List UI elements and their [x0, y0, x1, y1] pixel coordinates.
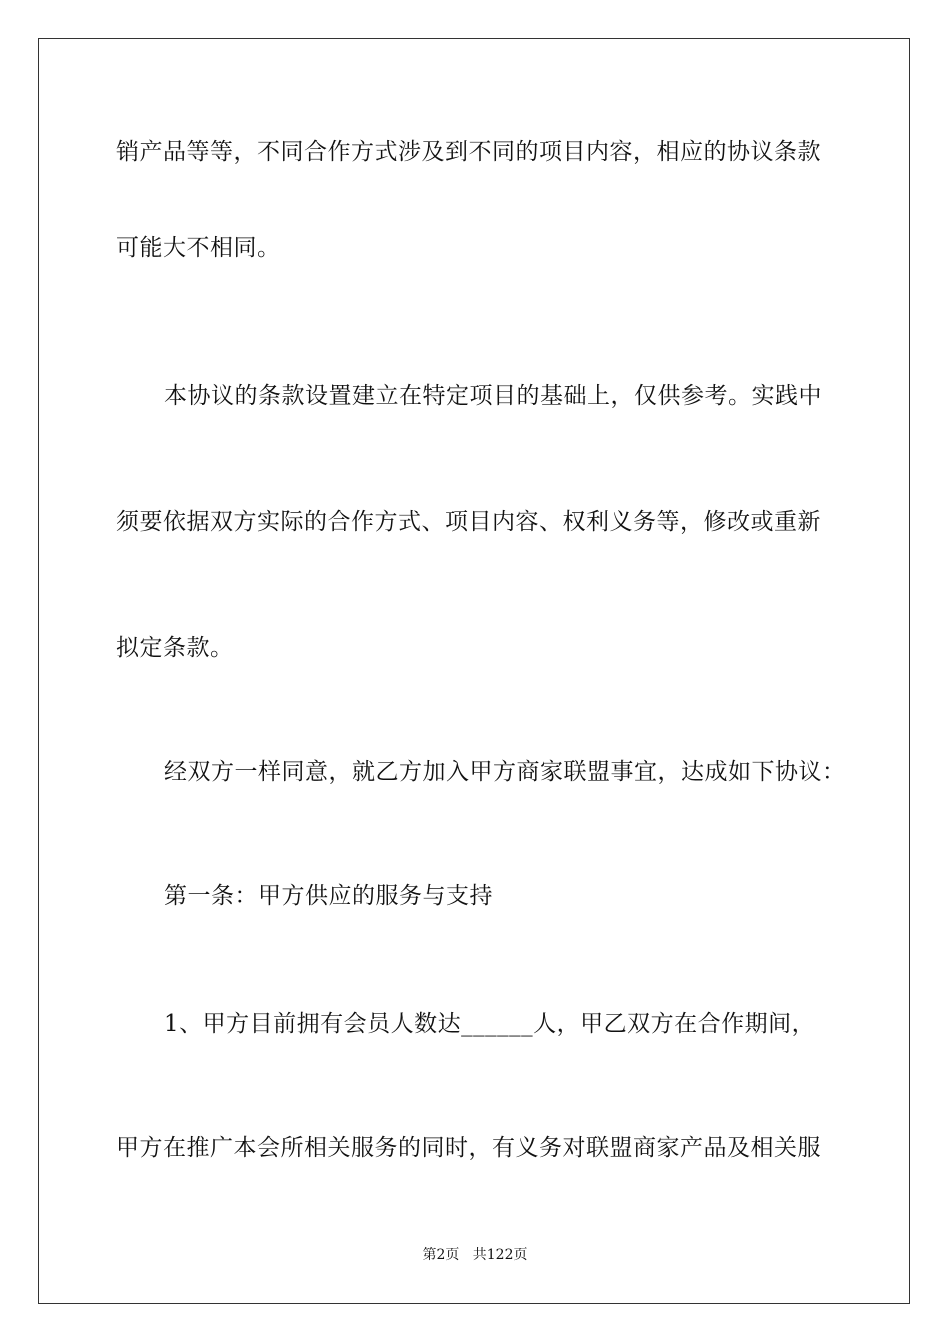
page-border — [38, 38, 910, 1304]
paragraph-line-5: 拟定条款。 — [116, 635, 234, 661]
paragraph-line-9: 甲方在推广本会所相关服务的同时，有义务对联盟商家产品及相关服 — [116, 1135, 821, 1161]
paragraph-line-6: 经双方一样同意，就乙方加入甲方商家联盟事宜，达成如下协议： — [164, 759, 846, 785]
paragraph-line-8: 1、甲方目前拥有会员人数达______人，甲乙双方在合作期间， — [164, 1011, 816, 1037]
section-heading: 第一条：甲方供应的服务与支持 — [164, 883, 493, 909]
page-number: 第2页 — [422, 1247, 460, 1263]
paragraph-line-3: 本协议的条款设置建立在特定项目的基础上，仅供参考。实践中 — [164, 383, 822, 409]
paragraph-line-4: 须要依据双方实际的合作方式、项目内容、权利义务等，修改或重新 — [116, 509, 821, 535]
page-total: 共122页 — [472, 1247, 528, 1263]
paragraph-line-1: 销产品等等，不同合作方式涉及到不同的项目内容，相应的协议条款 — [116, 139, 821, 165]
paragraph-line-2: 可能大不相同。 — [116, 235, 281, 261]
page-footer — [0, 1246, 950, 1264]
